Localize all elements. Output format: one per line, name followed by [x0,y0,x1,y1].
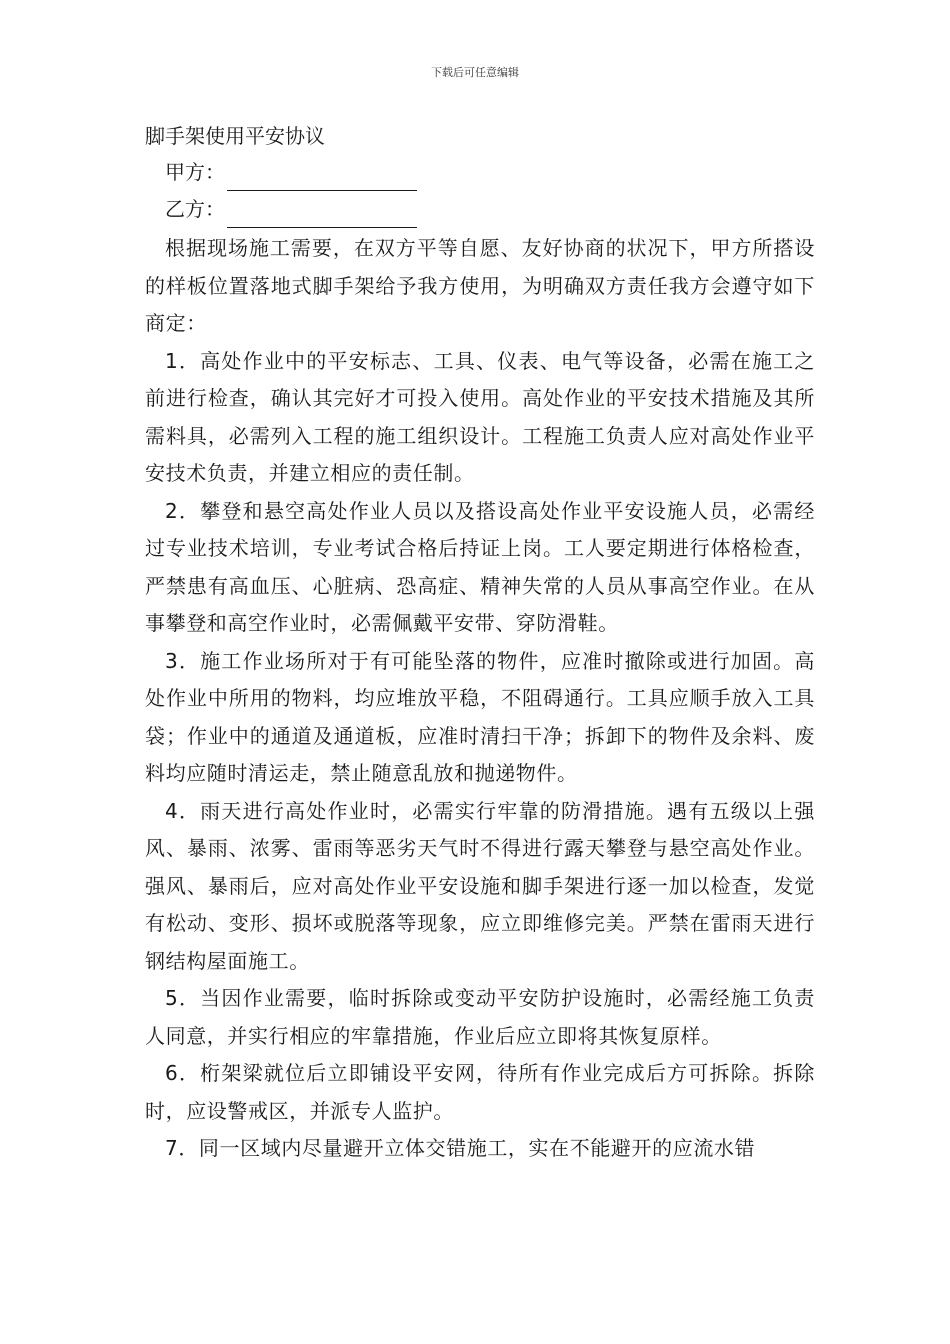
clause-6: 6．桁架梁就位后立即铺设平安网，待所有作业完成后方可拆除。拆除时，应设警戒区，并派专人监护。 [145,1061,815,1123]
party-b-line [145,191,815,228]
clause-2: 2．攀登和悬空高处作业人员以及搭设高处作业平安设施人员，必需经过专业技术培训，专业考试合格后持证上岗。工人要定期进行体格检查，严禁患有高血压、心脏病、恐高症、精神失常的人员从事高空作业。在从事攀登和高空作业时，必需佩戴平安带、穿防滑鞋。 [145,498,815,635]
document-body [145,118,815,1168]
clause-3: 3．施工作业场所对于有可能坠落的物件，应准时撤除或进行加固。高处作业中所用的物料，均应堆放平稳，不阻碍通行。工具应顺手放入工具袋；作业中的通道及通道板，应准时清扫干净；拆卸下的物件及余料、废料均应随时清运走，禁止随意乱放和抛递物件。 [145,648,815,785]
clause-1: 1．高处作业中的平安标志、工具、仪表、电气等设备，必需在施工之前进行检查，确认其完好才可投入使用。高处作业的平安技术措施及其所需料具，必需列入工程的施工组织设计。工程施工负责人应对高处作业平安技术负责，并建立相应的责任制。 [145,348,815,485]
clause-5: 5．当因作业需要，临时拆除或变动平安防护设施时，必需经施工负责人同意，并实行相应的牢靠措施，作业后应立即将其恢复原样。 [145,986,815,1048]
party-a-line [145,154,815,191]
party-a-label: 甲方： [165,160,225,184]
party-a-blank [227,166,417,191]
intro-paragraph: 根据现场施工需要，在双方平等自愿、友好协商的状况下，甲方所搭设的样板位置落地式脚手架给予我方使用，为明确双方责任我方会遵守如下商定： [145,236,815,335]
party-b-blank [227,203,417,228]
header-note: 下载后可任意编辑 [431,66,519,79]
clause-7: 7．同一区域内尽量避开立体交错施工，实在不能避开的应流水错 [165,1136,756,1160]
party-b-label: 乙方： [165,197,225,221]
document-title: 脚手架使用平安协议 [145,124,325,148]
clause-4: 4．雨天进行高处作业时，必需实行牢靠的防滑措施。遇有五级以上强风、暴雨、浓雾、雷雨等恶劣天气时不得进行露天攀登与悬空高处作业。强风、暴雨后，应对高处作业平安设施和脚手架进行逐一加以检查，发觉有松动、变形、损坏或脱落等现象，应立即维修完美。严禁在雷雨天进行钢结构屋面施工。 [145,798,815,973]
